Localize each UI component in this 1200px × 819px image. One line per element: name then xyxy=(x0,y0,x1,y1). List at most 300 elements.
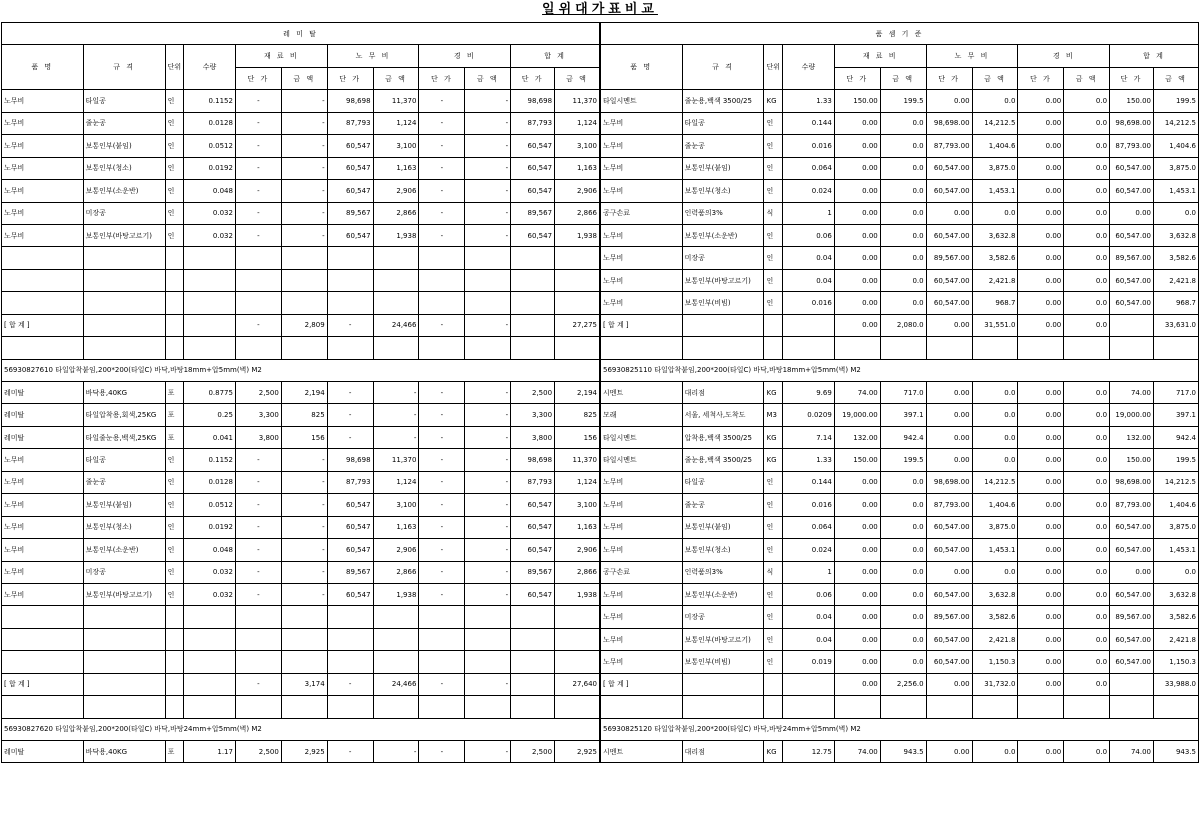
empty-cell xyxy=(327,606,373,628)
table-cell: 인 xyxy=(165,180,184,202)
table-cell: 98,698 xyxy=(511,90,555,112)
table-cell: 74.00 xyxy=(1110,382,1154,404)
col-header-unit-price: 단 가 xyxy=(926,67,972,89)
empty-cell xyxy=(83,292,165,314)
subtotal-cell: 27,640 xyxy=(555,673,600,695)
empty-cell xyxy=(555,628,600,650)
table-cell: 인 xyxy=(764,606,783,628)
table-cell: - xyxy=(281,180,327,202)
empty-cell xyxy=(184,628,236,650)
table-cell: 바닥용,40KG xyxy=(83,741,165,763)
table-cell: 0.25 xyxy=(184,404,236,426)
subtotal-cell: 31,551.0 xyxy=(972,314,1018,336)
table-cell: 0.00 xyxy=(1018,157,1064,179)
empty-cell xyxy=(165,606,184,628)
table-cell: 0.8775 xyxy=(184,382,236,404)
table-cell: 150.00 xyxy=(834,90,880,112)
table-cell: 0.1152 xyxy=(184,449,236,471)
empty-cell xyxy=(419,606,465,628)
empty-cell xyxy=(165,269,184,291)
empty-cell xyxy=(419,292,465,314)
table-cell: 98,698 xyxy=(511,449,555,471)
table-cell: 0.00 xyxy=(1018,606,1064,628)
table-cell: 시멘트 xyxy=(601,382,683,404)
subtotal-cell: 2,256.0 xyxy=(880,673,926,695)
table-cell: - xyxy=(281,90,327,112)
table-cell: 74.00 xyxy=(1110,741,1154,763)
section-code-label: 56930825110 타일압착붙임,200*200(타일C) 바닥,바탕18mm+압5mm(벽) M2 xyxy=(601,359,1199,381)
table-cell: 199.5 xyxy=(880,90,926,112)
table-cell: 3,875.0 xyxy=(972,157,1018,179)
table-cell: 7.14 xyxy=(783,426,835,448)
empty-cell xyxy=(235,628,281,650)
empty-cell xyxy=(511,696,555,718)
subtotal-cell: [ 합 계 ] xyxy=(601,314,683,336)
table-cell: - xyxy=(465,180,511,202)
section-header-row xyxy=(2,359,600,381)
empty-cell xyxy=(235,337,281,359)
table-cell: 0.0 xyxy=(880,539,926,561)
table-cell: 60,547 xyxy=(327,224,373,246)
table-cell: - xyxy=(327,404,373,426)
table-cell: 포 xyxy=(165,741,184,763)
empty-cell xyxy=(184,292,236,314)
empty-cell xyxy=(235,651,281,673)
table-cell: 타일공 xyxy=(682,112,764,134)
table-cell: - xyxy=(235,135,281,157)
empty-cell xyxy=(1018,696,1064,718)
table-cell: 0.0 xyxy=(1064,583,1110,605)
table-cell: 0.0 xyxy=(1064,561,1110,583)
table-cell: 보통인부(청소) xyxy=(682,180,764,202)
subtotal-cell: [ 합 계 ] xyxy=(2,314,84,336)
subtotal-cell xyxy=(511,314,555,336)
table-cell: 0.0 xyxy=(880,224,926,246)
table-cell: 타일시멘트 xyxy=(601,426,683,448)
table-cell: 레미탈 xyxy=(2,741,84,763)
table-cell: 타일시멘트 xyxy=(601,449,683,471)
table-cell: 60,547.00 xyxy=(926,516,972,538)
empty-cell xyxy=(281,337,327,359)
table-cell: 3,300 xyxy=(511,404,555,426)
table-cell: - xyxy=(235,516,281,538)
subtotal-cell xyxy=(83,314,165,336)
table-cell: 0.00 xyxy=(834,292,880,314)
table-cell: 0.00 xyxy=(1018,292,1064,314)
empty-cell xyxy=(555,269,600,291)
col-header-unit-price: 단 가 xyxy=(834,67,880,89)
table-cell: 0.0 xyxy=(880,471,926,493)
col-header-amount: 금 액 xyxy=(880,67,926,89)
table-cell: 87,793 xyxy=(511,112,555,134)
col-header-name: 품 명 xyxy=(2,45,84,90)
empty-cell xyxy=(419,696,465,718)
empty-cell xyxy=(281,269,327,291)
empty-cell xyxy=(601,696,683,718)
table-cell: 89,567 xyxy=(511,561,555,583)
table-cell: 89,567 xyxy=(327,561,373,583)
table-cell: 397.1 xyxy=(1154,404,1199,426)
table-cell: 199.5 xyxy=(1154,449,1199,471)
table-row xyxy=(2,157,600,179)
col-header-unit-price: 단 가 xyxy=(511,67,555,89)
table-cell: 노무비 xyxy=(2,180,84,202)
table-cell: 0.0 xyxy=(1064,247,1110,269)
table-cell: 60,547 xyxy=(327,516,373,538)
table-cell: 보통인부(붙임) xyxy=(682,157,764,179)
empty-cell xyxy=(465,628,511,650)
table-cell: 0.00 xyxy=(834,494,880,516)
empty-cell xyxy=(83,651,165,673)
table-cell: 0.00 xyxy=(926,202,972,224)
table-cell: - xyxy=(373,741,419,763)
empty-cell xyxy=(184,696,236,718)
table-cell: 0.0 xyxy=(972,382,1018,404)
table-cell: 0.0 xyxy=(1064,494,1110,516)
table-cell: 1.33 xyxy=(783,449,835,471)
subtotal-cell: 0.00 xyxy=(1018,314,1064,336)
empty-cell xyxy=(327,651,373,673)
table-cell: 0.00 xyxy=(1018,135,1064,157)
table-cell: 3,875.0 xyxy=(1154,157,1199,179)
table-cell: 0.048 xyxy=(184,539,236,561)
table-cell: - xyxy=(465,583,511,605)
empty-cell xyxy=(682,337,764,359)
table-cell: 0.016 xyxy=(783,292,835,314)
table-cell: 3,875.0 xyxy=(972,516,1018,538)
table-cell: 3,100 xyxy=(373,135,419,157)
table-cell: 1,150.3 xyxy=(972,651,1018,673)
empty-cell xyxy=(511,292,555,314)
table-cell: - xyxy=(465,494,511,516)
subtotal-cell: 0.00 xyxy=(926,314,972,336)
table-cell: 87,793 xyxy=(327,471,373,493)
table-cell: - xyxy=(281,449,327,471)
empty-cell xyxy=(235,269,281,291)
table-cell: 노무비 xyxy=(601,651,683,673)
table-cell: 대리점 xyxy=(682,382,764,404)
table-cell: 포 xyxy=(165,404,184,426)
table-cell: 2,421.8 xyxy=(972,628,1018,650)
table-cell: 0.00 xyxy=(834,135,880,157)
subtotal-cell: 2,080.0 xyxy=(880,314,926,336)
table-cell: 0.144 xyxy=(783,112,835,134)
table-cell: - xyxy=(235,202,281,224)
table-cell: 인 xyxy=(764,516,783,538)
col-header-amount: 금 액 xyxy=(373,67,419,89)
col-header-unit-price: 단 가 xyxy=(1110,67,1154,89)
table-cell: - xyxy=(465,90,511,112)
subtotal-row xyxy=(2,673,600,695)
table-cell: 타일줄눈용,백색,25KG xyxy=(83,426,165,448)
empty-cell xyxy=(511,651,555,673)
table-cell: 0.00 xyxy=(1018,583,1064,605)
table-cell: - xyxy=(465,561,511,583)
table-cell: 60,547 xyxy=(511,135,555,157)
table-cell: 0.00 xyxy=(1018,561,1064,583)
col-header-total: 합 계 xyxy=(511,45,600,67)
empty-cell xyxy=(327,292,373,314)
table-cell: - xyxy=(281,494,327,516)
table-cell: 60,547.00 xyxy=(1110,583,1154,605)
table-row xyxy=(601,202,1199,224)
table-cell: 3,632.8 xyxy=(972,583,1018,605)
table-cell: 인 xyxy=(165,539,184,561)
empty-cell xyxy=(555,651,600,673)
table-cell: M3 xyxy=(764,404,783,426)
table-cell: 노무비 xyxy=(2,471,84,493)
table-cell: 인 xyxy=(764,583,783,605)
empty-cell xyxy=(327,247,373,269)
table-cell: 0.00 xyxy=(1018,202,1064,224)
table-cell: - xyxy=(281,561,327,583)
subtotal-cell xyxy=(165,314,184,336)
table-cell: 87,793.00 xyxy=(926,135,972,157)
subtotal-cell xyxy=(1110,673,1154,695)
table-cell: 인 xyxy=(165,112,184,134)
table-cell: 줄눈공 xyxy=(83,112,165,134)
table-cell: 60,547.00 xyxy=(1110,516,1154,538)
table-cell: 0.00 xyxy=(1018,112,1064,134)
table-cell: 60,547.00 xyxy=(926,269,972,291)
table-row xyxy=(601,404,1199,426)
table-cell: 보통인부(붙임) xyxy=(682,516,764,538)
table-cell: 0.00 xyxy=(834,539,880,561)
subtotal-cell: 0.00 xyxy=(834,673,880,695)
table-cell: 보통인부(비빔) xyxy=(682,292,764,314)
table-cell: 0.00 xyxy=(1018,247,1064,269)
table-cell: 0.0192 xyxy=(184,516,236,538)
empty-cell xyxy=(184,247,236,269)
table-cell: 60,547.00 xyxy=(1110,651,1154,673)
table-cell: 노무비 xyxy=(2,90,84,112)
table-cell: 2,906 xyxy=(373,180,419,202)
subtotal-row xyxy=(601,314,1199,336)
table-cell: 0.00 xyxy=(834,180,880,202)
table-cell: 인 xyxy=(764,471,783,493)
table-cell: 레미탈 xyxy=(2,426,84,448)
table-cell: 87,793.00 xyxy=(926,494,972,516)
table-row xyxy=(601,494,1199,516)
empty-cell xyxy=(1064,696,1110,718)
table-cell: 노무비 xyxy=(601,292,683,314)
col-header-unit-price: 단 가 xyxy=(419,67,465,89)
empty-cell xyxy=(880,337,926,359)
empty-cell xyxy=(465,696,511,718)
empty-cell xyxy=(83,337,165,359)
empty-cell xyxy=(281,292,327,314)
table-cell: 서울, 세척사,도착도 xyxy=(682,404,764,426)
table-cell: 바닥용,40KG xyxy=(83,382,165,404)
table-cell: 0.00 xyxy=(1018,628,1064,650)
table-cell: 타일공 xyxy=(83,449,165,471)
table-row xyxy=(2,471,600,493)
blank-row xyxy=(2,628,600,650)
table-cell: 0.0209 xyxy=(783,404,835,426)
table-cell: 0.019 xyxy=(783,651,835,673)
subtotal-cell: - xyxy=(327,673,373,695)
empty-cell xyxy=(373,247,419,269)
table-cell: 98,698.00 xyxy=(926,112,972,134)
table-cell: 0.00 xyxy=(1018,224,1064,246)
table-cell: 줄눈공 xyxy=(83,471,165,493)
table-cell: 타일압착용,회색,25KG xyxy=(83,404,165,426)
table-cell: 0.00 xyxy=(1018,404,1064,426)
table-cell: 0.0 xyxy=(972,404,1018,426)
table-cell: - xyxy=(235,180,281,202)
section-header-row xyxy=(601,359,1199,381)
table-cell: 0.0 xyxy=(1064,180,1110,202)
table-cell: 줄눈용,백색 3500/25 xyxy=(682,90,764,112)
table-cell: 2,925 xyxy=(281,741,327,763)
table-cell: 717.0 xyxy=(1154,382,1199,404)
table-cell: 0.00 xyxy=(1018,449,1064,471)
table-row xyxy=(2,449,600,471)
table-cell: 0.00 xyxy=(834,269,880,291)
col-header-unit-price: 단 가 xyxy=(235,67,281,89)
table-cell: 인 xyxy=(165,583,184,605)
empty-cell xyxy=(465,337,511,359)
left-table-body xyxy=(2,90,600,763)
subtotal-cell: - xyxy=(465,673,511,695)
table-row xyxy=(2,90,600,112)
table-cell: 0.0 xyxy=(1064,449,1110,471)
col-header-amount: 금 액 xyxy=(281,67,327,89)
table-cell: 0.00 xyxy=(926,449,972,471)
table-cell: 미장공 xyxy=(682,247,764,269)
table-cell: 717.0 xyxy=(880,382,926,404)
table-cell: 0.0 xyxy=(1064,90,1110,112)
empty-cell xyxy=(165,696,184,718)
table-row xyxy=(601,741,1199,763)
empty-cell xyxy=(465,292,511,314)
table-cell: 2,866 xyxy=(373,561,419,583)
table-row xyxy=(601,426,1199,448)
table-cell: 타일공 xyxy=(83,90,165,112)
col-header-total: 합 계 xyxy=(1110,45,1199,67)
table-cell: - xyxy=(419,135,465,157)
col-header-material: 재 료 비 xyxy=(235,45,327,67)
table-cell: 60,547.00 xyxy=(1110,180,1154,202)
table-row xyxy=(601,539,1199,561)
table-cell: 0.032 xyxy=(184,583,236,605)
table-cell: KG xyxy=(764,426,783,448)
table-cell: 보통인부(바탕고르기) xyxy=(682,269,764,291)
table-cell: - xyxy=(419,494,465,516)
empty-cell xyxy=(511,606,555,628)
table-cell: 0.0 xyxy=(1154,202,1199,224)
empty-cell xyxy=(555,337,600,359)
empty-cell xyxy=(1064,337,1110,359)
table-cell: 0.0 xyxy=(1064,471,1110,493)
empty-cell xyxy=(511,628,555,650)
table-row xyxy=(601,292,1199,314)
left-panel-heading: 레 미 탈 xyxy=(2,23,600,45)
subtotal-cell: - xyxy=(235,673,281,695)
table-cell: 1,404.6 xyxy=(1154,135,1199,157)
table-cell: 노무비 xyxy=(601,494,683,516)
table-row xyxy=(2,539,600,561)
subtotal-cell: 2,809 xyxy=(281,314,327,336)
table-cell: 2,925 xyxy=(555,741,600,763)
table-row xyxy=(601,90,1199,112)
empty-cell xyxy=(1110,696,1154,718)
table-cell: 3,632.8 xyxy=(1154,224,1199,246)
table-cell: 0.0 xyxy=(880,112,926,134)
table-cell: 60,547 xyxy=(511,539,555,561)
table-cell: 인 xyxy=(165,561,184,583)
empty-cell xyxy=(165,247,184,269)
empty-cell xyxy=(184,651,236,673)
subtotal-cell: 24,466 xyxy=(373,673,419,695)
subtotal-cell xyxy=(184,314,236,336)
table-cell: 98,698.00 xyxy=(926,471,972,493)
table-cell: 2,500 xyxy=(511,382,555,404)
table-cell: 노무비 xyxy=(601,471,683,493)
table-row xyxy=(2,112,600,134)
table-cell: 89,567.00 xyxy=(1110,606,1154,628)
subtotal-cell: - xyxy=(235,314,281,336)
table-cell: 인 xyxy=(165,471,184,493)
blank-row xyxy=(2,247,600,269)
empty-cell xyxy=(327,628,373,650)
table-cell: 1,938 xyxy=(373,583,419,605)
table-cell: 0.0 xyxy=(880,202,926,224)
table-cell: 0.04 xyxy=(783,247,835,269)
empty-cell xyxy=(2,269,84,291)
blank-row xyxy=(2,292,600,314)
table-cell: - xyxy=(281,224,327,246)
table-cell: 3,582.6 xyxy=(1154,247,1199,269)
table-cell: 0.00 xyxy=(1018,382,1064,404)
table-cell: KG xyxy=(764,741,783,763)
empty-cell xyxy=(373,606,419,628)
table-cell: 보통인부(붙임) xyxy=(83,135,165,157)
table-cell: 인 xyxy=(764,651,783,673)
table-cell: 시멘트 xyxy=(601,741,683,763)
table-cell: 0.0 xyxy=(880,606,926,628)
subtotal-cell: 0.00 xyxy=(926,673,972,695)
table-cell: 0.06 xyxy=(783,583,835,605)
table-cell: 968.7 xyxy=(1154,292,1199,314)
table-cell: 보통인부(붙임) xyxy=(83,494,165,516)
table-cell: 포 xyxy=(165,382,184,404)
table-cell: 942.4 xyxy=(1154,426,1199,448)
table-cell: 60,547 xyxy=(511,157,555,179)
col-header-qty: 수량 xyxy=(184,45,236,90)
table-cell: 인 xyxy=(165,516,184,538)
table-cell: 노무비 xyxy=(601,135,683,157)
empty-cell xyxy=(2,247,84,269)
table-cell: 199.5 xyxy=(880,449,926,471)
table-cell: - xyxy=(465,135,511,157)
table-cell: 0.00 xyxy=(1018,426,1064,448)
empty-cell xyxy=(2,292,84,314)
col-header-amount: 금 액 xyxy=(972,67,1018,89)
subtotal-cell xyxy=(682,314,764,336)
empty-cell xyxy=(783,337,835,359)
table-cell: 60,547 xyxy=(511,583,555,605)
table-cell: 0.0 xyxy=(1064,382,1110,404)
table-cell: 0.00 xyxy=(834,561,880,583)
table-cell: 0.0 xyxy=(972,449,1018,471)
table-cell: - xyxy=(419,112,465,134)
table-cell: - xyxy=(235,494,281,516)
table-cell: 보통인부(청소) xyxy=(83,516,165,538)
table-cell: 1,150.3 xyxy=(1154,651,1199,673)
table-cell: 0.0 xyxy=(880,157,926,179)
table-row xyxy=(601,224,1199,246)
